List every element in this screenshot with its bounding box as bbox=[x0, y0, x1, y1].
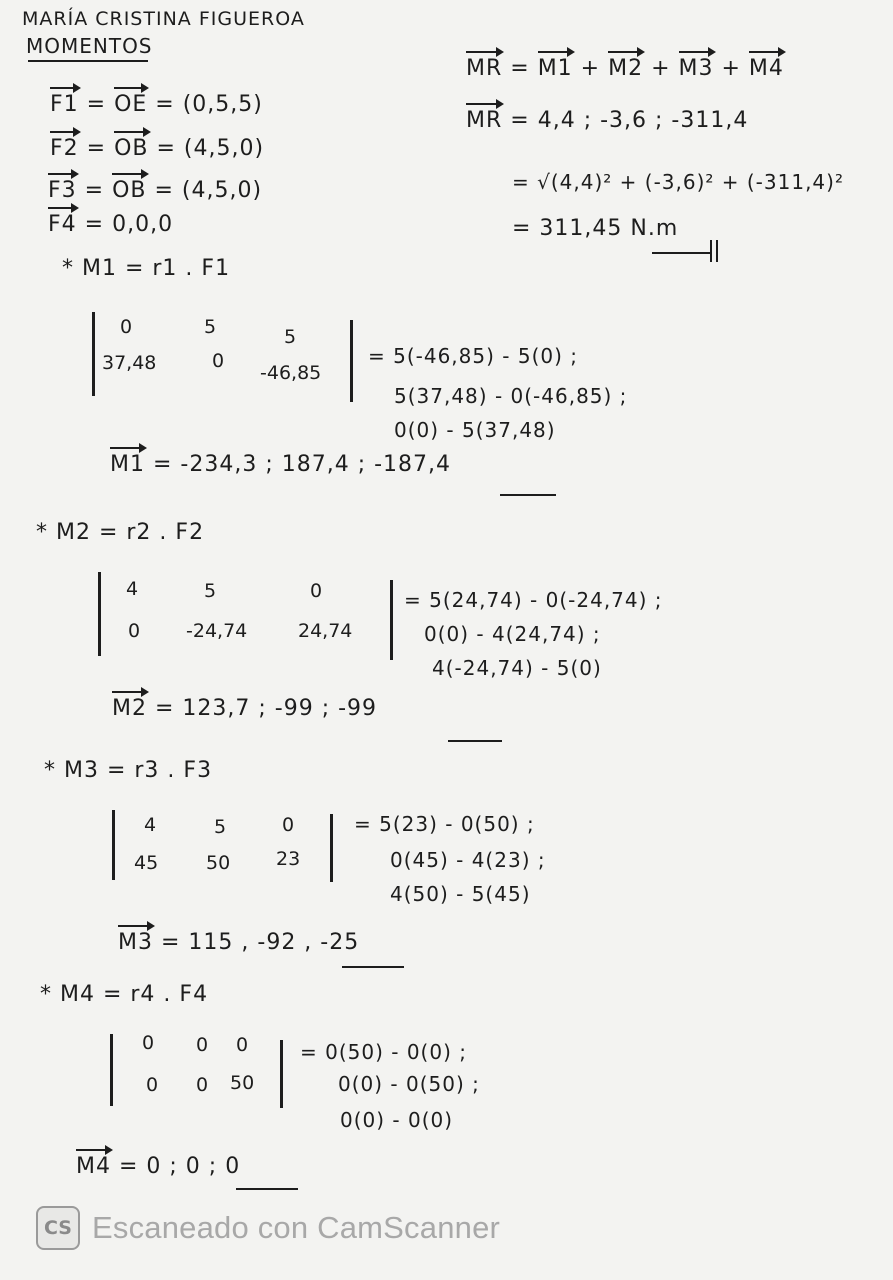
expansion-line: = 5(24,74) - 0(-24,74) ; bbox=[404, 588, 663, 612]
moment-term: M1 bbox=[537, 56, 573, 81]
moment-result-label: M1 bbox=[110, 452, 145, 477]
moment-result-value: = 123,7 ; -99 ; -99 bbox=[154, 696, 378, 721]
force-value: = 0,0,0 bbox=[84, 212, 174, 237]
matrix-cell: 24,74 bbox=[298, 620, 353, 642]
result-underline bbox=[652, 252, 712, 254]
matrix-cell: 50 bbox=[230, 1072, 255, 1094]
matrix-cell: 0 bbox=[128, 620, 141, 642]
matrix-cell: 0 bbox=[146, 1074, 159, 1096]
matrix-cell: 0 bbox=[236, 1034, 249, 1056]
moment-heading-2: * M2 = r2 . F2 bbox=[36, 520, 205, 545]
matrix-cell: 0 bbox=[196, 1034, 209, 1056]
matrix-cell: 5 bbox=[284, 326, 297, 348]
result-tick bbox=[710, 240, 712, 262]
determinant-bar bbox=[280, 1040, 283, 1108]
force-label: F3 bbox=[48, 178, 77, 203]
matrix-cell: 5 bbox=[204, 316, 217, 338]
camscanner-logo: CS bbox=[36, 1206, 80, 1250]
matrix-cell: 0 bbox=[196, 1074, 209, 1096]
moment-result-label: M3 bbox=[118, 930, 153, 955]
subject-title: MOMENTOS bbox=[26, 34, 153, 58]
camscanner-text: Escaneado con CamScanner bbox=[92, 1210, 501, 1245]
determinant-bar bbox=[112, 810, 115, 880]
moment-term: M2 bbox=[608, 56, 644, 81]
determinant-bar bbox=[330, 814, 333, 882]
result-underline bbox=[236, 1188, 298, 1190]
expansion-line: = 0(50) - 0(0) ; bbox=[300, 1040, 467, 1064]
force-vector: OB bbox=[114, 136, 149, 161]
force-row-1: F1 = OE = (0,5,5) bbox=[50, 92, 263, 117]
moment-term: M4 bbox=[748, 56, 784, 81]
force-row-4 bbox=[48, 212, 173, 237]
moment-result-label: M4 bbox=[76, 1154, 111, 1179]
matrix-cell: 0 bbox=[142, 1032, 155, 1054]
matrix-cell: -24,74 bbox=[186, 620, 248, 642]
result-underline bbox=[342, 966, 404, 968]
force-row-2: F2 = OB = (4,5,0) bbox=[50, 136, 265, 161]
force-row-3: F3 = OB = (4,5,0) bbox=[48, 178, 263, 203]
expansion-line: = 5(23) - 0(50) ; bbox=[354, 812, 535, 836]
result-underline bbox=[500, 494, 556, 496]
expansion-line: 0(0) - 0(0) bbox=[340, 1108, 454, 1132]
matrix-cell: 45 bbox=[134, 852, 159, 874]
matrix-cell: 0 bbox=[282, 814, 295, 836]
matrix-cell: 0 bbox=[310, 580, 323, 602]
resultant-components-value: = 4,4 ; -3,6 ; -311,4 bbox=[510, 108, 749, 133]
moment-result-4 bbox=[76, 1154, 240, 1179]
author-name: MARÍA CRISTINA FIGUEROA bbox=[22, 8, 305, 30]
expansion-line: 0(0) - 5(37,48) bbox=[394, 418, 556, 442]
resultant-magnitude: = 311,45 N.m bbox=[512, 216, 679, 241]
moment-result-1 bbox=[110, 452, 451, 477]
matrix-cell: 37,48 bbox=[102, 352, 157, 374]
force-value: = (4,5,0) bbox=[154, 178, 263, 203]
expansion-line: 0(0) - 4(24,74) ; bbox=[424, 622, 601, 646]
expansion-line: 0(0) - 0(50) ; bbox=[338, 1072, 480, 1096]
expansion-line: 5(37,48) - 0(-46,85) ; bbox=[394, 384, 628, 408]
resultant-label: MR bbox=[466, 56, 503, 81]
resultant-magnitude-expr: = √(4,4)² + (-3,6)² + (-311,4)² bbox=[512, 170, 844, 194]
matrix-cell: 5 bbox=[214, 816, 227, 838]
expansion-line: 4(50) - 5(45) bbox=[390, 882, 531, 906]
moment-result-value: = -234,3 ; 187,4 ; -187,4 bbox=[152, 452, 452, 477]
matrix-cell: 4 bbox=[144, 814, 157, 836]
moment-result-value: = 0 ; 0 ; 0 bbox=[118, 1154, 241, 1179]
determinant-bar bbox=[98, 572, 101, 656]
matrix-cell: 5 bbox=[204, 580, 217, 602]
moment-result-label: M2 bbox=[112, 696, 147, 721]
determinant-bar bbox=[110, 1034, 113, 1106]
moment-term: M3 bbox=[678, 56, 714, 81]
moment-result-3 bbox=[118, 930, 359, 955]
moment-heading-4: * M4 = r4 . F4 bbox=[40, 982, 209, 1007]
result-underline bbox=[448, 740, 502, 742]
matrix-cell: 0 bbox=[212, 350, 225, 372]
camscanner-watermark bbox=[36, 1206, 500, 1250]
force-label: F1 bbox=[50, 92, 79, 117]
determinant-bar bbox=[390, 580, 393, 660]
title-underline bbox=[28, 60, 148, 62]
expansion-line: 4(-24,74) - 5(0) bbox=[432, 656, 602, 680]
force-value: = (0,5,5) bbox=[155, 92, 263, 117]
moment-heading-1: * M1 = r1 . F1 bbox=[62, 256, 231, 281]
matrix-cell: -46,85 bbox=[260, 362, 322, 384]
result-tick bbox=[716, 240, 718, 262]
expansion-line: 0(45) - 4(23) ; bbox=[390, 848, 546, 872]
expansion-line: = 5(-46,85) - 5(0) ; bbox=[368, 344, 578, 368]
moment-result-value: = 115 , -92 , -25 bbox=[160, 930, 360, 955]
force-vector: OE bbox=[114, 92, 148, 117]
resultant-label: MR bbox=[466, 108, 503, 133]
determinant-bar bbox=[350, 320, 353, 402]
force-label: F2 bbox=[50, 136, 79, 161]
moment-result-2 bbox=[112, 696, 377, 721]
force-vector: OB bbox=[112, 178, 147, 203]
matrix-cell: 0 bbox=[120, 316, 133, 338]
determinant-bar bbox=[92, 312, 95, 396]
matrix-cell: 23 bbox=[276, 848, 301, 870]
force-value: = (4,5,0) bbox=[156, 136, 265, 161]
moment-heading-3: * M3 = r3 . F3 bbox=[44, 758, 213, 783]
force-label: F4 bbox=[48, 212, 77, 237]
resultant-components bbox=[466, 108, 748, 133]
resultant-sum: MR = M1 + M2 + M3 + M4 bbox=[466, 56, 784, 81]
matrix-cell: 50 bbox=[206, 852, 231, 874]
matrix-cell: 4 bbox=[126, 578, 139, 600]
